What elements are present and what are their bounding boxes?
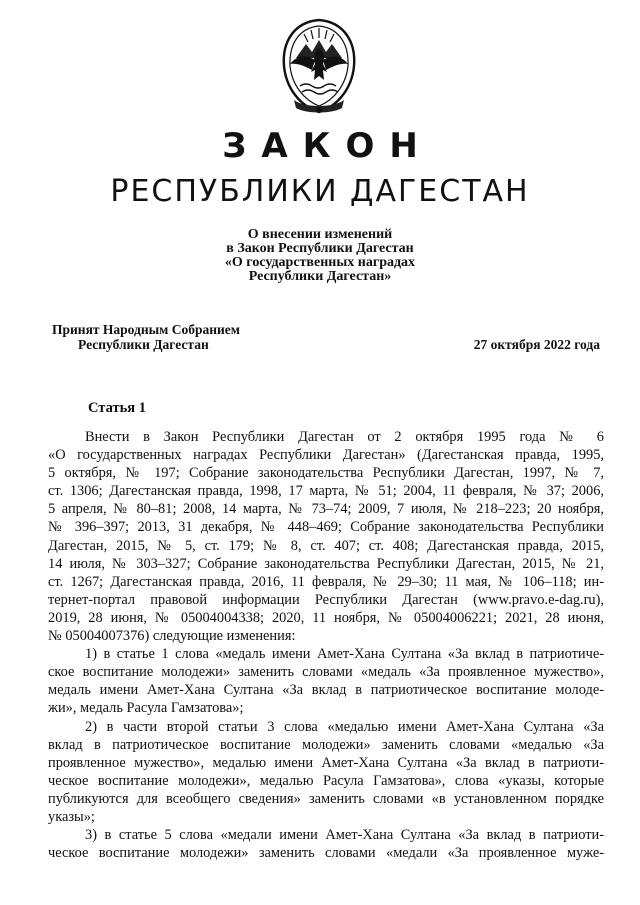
- adoption-line-2: Республики Дагестан: [78, 337, 209, 352]
- law-title: ЗАКОН: [222, 126, 433, 166]
- adoption-line-1: Принят Народным Собранием: [52, 322, 240, 337]
- text-line: медаль имени Амет-Хана Султана «За вклад в патриотическое воспитание молоде-: [48, 682, 604, 699]
- text-line: проявленное мужество», медалью имени Амет-Хана Султана «За вклад в патриоти-: [48, 754, 604, 771]
- text-line: 5 октября, № 197; Собрание законодательства Республики Дагестан, 1997, № 7,: [48, 465, 604, 482]
- text-line: публикуются для всеобщего сведения» заменить словами «в установленном порядке: [48, 790, 604, 807]
- text-line: ческое воспитание молодежи» заменить словами «медали «За проявленное муже-: [48, 845, 604, 862]
- text-line: ское воспитание молодежи» заменить словами «медаль «За проявленное мужество»,: [48, 664, 604, 681]
- text-line: тернет-портал правовой информации Республики Дагестан (www.pravo.e-dag.ru),: [48, 591, 604, 608]
- text-line: указы»;: [48, 808, 95, 825]
- coat-of-arms-icon: [276, 14, 362, 118]
- text-line: жи», медаль Расула Гамзатова»;: [48, 700, 244, 717]
- heading-line: в Закон Республики Дагестан: [226, 241, 414, 256]
- law-subtitle: РЕСПУБЛИКИ ДАГЕСТАН: [110, 174, 530, 209]
- heading-line: О внесении изменений: [247, 227, 393, 242]
- text-line: 2) в части второй статьи 3 слова «медалью имени Амет-Хана Султана «За: [85, 718, 604, 735]
- text-line: «О государственных наградах Республики Дагестан» (Дагестанская правда, 1995,: [48, 447, 604, 464]
- text-line: 2019, 28 июня, № 05004004338; 2020, 11 ноября, № 05004006221; 2021, 28 июня,: [48, 609, 604, 626]
- text-line: 5 апреля, № 80–81; 2008, 14 марта, № 73–74; 2009, 7 июля, № 218–223; 20 ноября,: [48, 501, 604, 518]
- text-line: 3) в статье 5 слова «медали имени Амет-Хана Султана «За вклад в патриоти-: [85, 827, 604, 844]
- text-line: 1) в статье 1 слова «медаль имени Амет-Хана Султана «За вклад в патриотиче-: [85, 646, 604, 663]
- text-line: 14 июля, № 303–327; Собрание законодательства Республики Дагестан, 2015, № 21,: [48, 555, 604, 572]
- text-line: № 05004007376) следующие изменения:: [48, 628, 296, 645]
- text-line: № 396–397; 2013, 31 декабря, № 448–469; Собрание законодательства Республики: [48, 519, 604, 536]
- text-line: Дагестан, 2015, № 5, ст. 179; № 8, ст. 407; ст. 408; Дагестанская правда, 2015,: [48, 537, 604, 554]
- text-line: ст. 1306; Дагестанская правда, 1998, 17 марта, № 51; 2004, 11 февраля, № 37; 2006,: [48, 483, 604, 500]
- heading-line: Республики Дагестан»: [248, 269, 392, 284]
- law-heading: [150, 228, 490, 284]
- article-title: Статья 1: [88, 400, 146, 416]
- text-line: ческое воспитание молодежи», медалью Расула Гамзатова», слова «указы, которые: [48, 772, 604, 789]
- article-body: [48, 428, 604, 862]
- text-line: ст. 1267; Дагестанская правда, 2016, 11 февраля, № 29–30; 11 мая, № 106–118; ин-: [48, 573, 604, 590]
- text-line: Внести в Закон Республики Дагестан от 2 октября 1995 года № 6: [85, 429, 604, 445]
- text-line: вклад в патриотическое воспитание молодежи» заменить словами «медалью «За: [48, 736, 604, 753]
- heading-line: «О государственных наградах: [224, 255, 416, 270]
- adoption-date: 27 октября 2022 года: [473, 337, 600, 352]
- adoption-block: [52, 322, 240, 352]
